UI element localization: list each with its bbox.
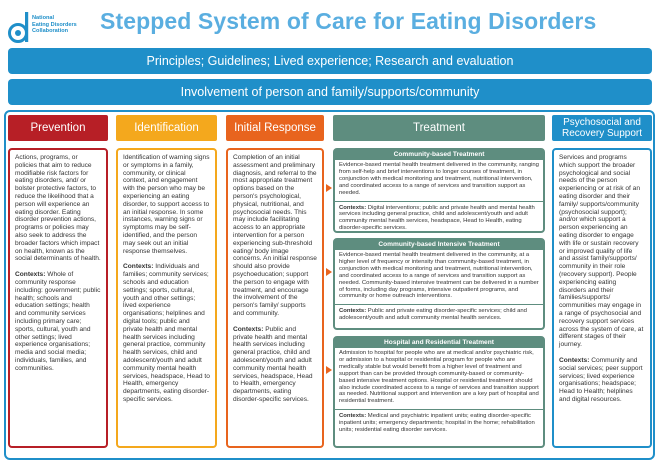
intensive-treatment-box [333, 238, 545, 330]
contexts-label: Contexts: [339, 413, 367, 420]
prevention-panel [8, 148, 108, 448]
community-treatment-contexts [335, 201, 543, 235]
identification-heading: Identification [116, 115, 217, 141]
principles-banner: Principles; Guidelines; Lived experience; Research and evaluation [8, 48, 652, 74]
hospital-treatment-title: Hospital and Residential Treatment [335, 338, 543, 348]
logo-text-line-2: Eating Disorders [32, 21, 77, 28]
involvement-banner: Involvement of person and family/supports/community [8, 79, 652, 105]
arrow-right-icon [326, 366, 332, 374]
identification-description: Identification of warning signs or symptoms in a family, community, or clinical context, and engagement with the person who may be experiencing an eating disorder, to support access to an initial response. In some instances, warning signs or symptoms may be self-identified, and the person may seek out an initial response themselves. [123, 154, 210, 255]
initial-response-contexts-text: Public and private health and mental health services including general practice, child and adolescent/youth and adult community mental health services, headspace, Head to Health, emergency departments, eating disorder-specific services. [233, 325, 313, 403]
treatment-heading: Treatment [333, 115, 545, 141]
psychosocial-contexts [559, 357, 645, 404]
identification-contexts [123, 263, 210, 403]
logo-mark-icon [8, 10, 30, 44]
logo-text [32, 15, 94, 35]
contexts-label: Contexts: [559, 356, 590, 364]
initial-response-heading: Initial Response [226, 115, 324, 141]
community-treatment-title: Community-based Treatment [335, 150, 543, 160]
identification-contexts-text: Individuals and families; community services; schools and education settings; sports, cultural, youth and other settings; lived experience organisations; helplines and digital tools; public and private health and mental health services including general practice, community health services, child and adolescent/youth and adult community mental health services, headspace, Head to Health, emergency departments, eating disorder-specific services. [123, 263, 210, 403]
hospital-treatment-description: Admission to hospital for people who are at medical and/or psychiatric risk, or admission to a hospital or residential program for people who are medically stable but would benefit from a higher level of treatment and support than can be provided through community-based or community-based intensive treatment options. Hospital or residential treatment should also include coordinated access to a range of services and transition support as needed. Nutritional support and intervention are a key part of hospital and residential treatment. [339, 350, 539, 405]
logo [8, 10, 94, 46]
contexts-label: Contexts: [15, 271, 46, 279]
contexts-label: Contexts: [123, 263, 154, 271]
community-treatment-contexts-text: Digital interventions; public and private health and mental health services including general practice, child and adolescent/youth and adult community mental health services, headspace, Head to Health, eating disorder-specific services. [339, 204, 535, 232]
contexts-label: Contexts: [233, 325, 264, 333]
intensive-treatment-description: Evidence-based mental health treatment delivered in the community, at a higher level of frequency or intensity than community-based treatment, in conjunction with medical monitoring and treatment, nutritional intervention, and coordinated access to a range of services and transition support as needed. Community-based intensive treatment can be delivered in a number of forms, including day programs, intensive outpatient programs, and community or home outreach interventions. [339, 252, 539, 300]
psychosocial-panel [552, 148, 652, 448]
initial-response-panel [226, 148, 324, 448]
arrow-right-icon [326, 184, 332, 192]
logo-text-line-1: National [32, 15, 55, 21]
hospital-treatment-contexts [335, 409, 543, 436]
prevention-contexts [15, 271, 101, 372]
contexts-label: Contexts: [339, 308, 367, 315]
hospital-treatment-box [333, 336, 545, 448]
psychosocial-heading: Psychosocial and Recovery Support [552, 115, 652, 141]
initial-response-contexts [233, 326, 317, 404]
community-treatment-box [333, 148, 545, 233]
intensive-treatment-title: Community-based Intensive Treatment [335, 240, 543, 250]
intensive-treatment-contexts [335, 304, 543, 324]
page-title: Stepped System of Care for Eating Disorders [100, 8, 597, 34]
psychosocial-description: Services and programs which support the broader psychological and social needs of the person experiencing or at risk of an eating disorder and their family/ supports/community (psychosocial support); and/or which support a person experiencing an eating disorder to engage with life or sustain recovery or improved quality of life and assist family/supports/ community in their role (recovery support). People experiencing eating disorders and their families/supports/ communities may engage in a range of psychosocial and recovery support services across the system of care, at different stages of their journey. [559, 154, 644, 349]
community-treatment-description: Evidence-based mental health treatment delivered in the community, ranging from self-help and brief interventions to longer courses of treatment, in conjunction with medical monitoring and treatment, nutritional intervention, and coordinated access to a range of services and transition support as needed. [339, 162, 539, 196]
prevention-description: Actions, programs, or policies that aim to reduce modifiable risk factors for eating disorders, and/ or bolster protective factors, to reduce the likelihood that a person will experience an eating disorder. Eating disorder prevention actions, programs or policies may also seek to address the broader factors which impact on health, known as the social determinants of health. [15, 154, 101, 263]
arrow-right-icon [326, 268, 332, 276]
prevention-contexts-text: Whole of community response including: government; public health; schools and education settings; health and community services including primary care; sports, cultural, youth and other settings; lived experience organisations; media and social media; individuals, families, and communities. [15, 271, 101, 372]
intensive-treatment-contexts-text: Public and private eating disorder-specific services; child and adolescent/youth and adult community mental health services. [339, 308, 527, 322]
prevention-heading: Prevention [8, 115, 108, 141]
psychosocial-contexts-text: Community and social services; peer support services; lived experience organisations; headspace; Head to Health; helplines and digital resources. [559, 356, 643, 403]
logo-text-line-3: Collaboration [32, 28, 69, 35]
hospital-treatment-contexts-text: Medical and psychiatric inpatient units; eating disorder-specific inpatient units; emergency departments; hospital in the home; rehabilitation units; residential eating disorder services. [339, 413, 535, 434]
contexts-label: Contexts: [339, 204, 367, 211]
identification-panel [116, 148, 217, 448]
initial-response-description: Completion of an initial assessment and preliminary diagnosis, and referral to the most appropriate treatment options based on the person's psychological, physical, nutritional, and psychosocial needs. This may include facilitating access to an appropriate intervention for a person experiencing sub-threshold eating/ body image concerns. An initial response should also provide psychoeducation; support the person to engage with treatment, and encourage the involvement of the person's family/ supports and community. [233, 154, 317, 317]
